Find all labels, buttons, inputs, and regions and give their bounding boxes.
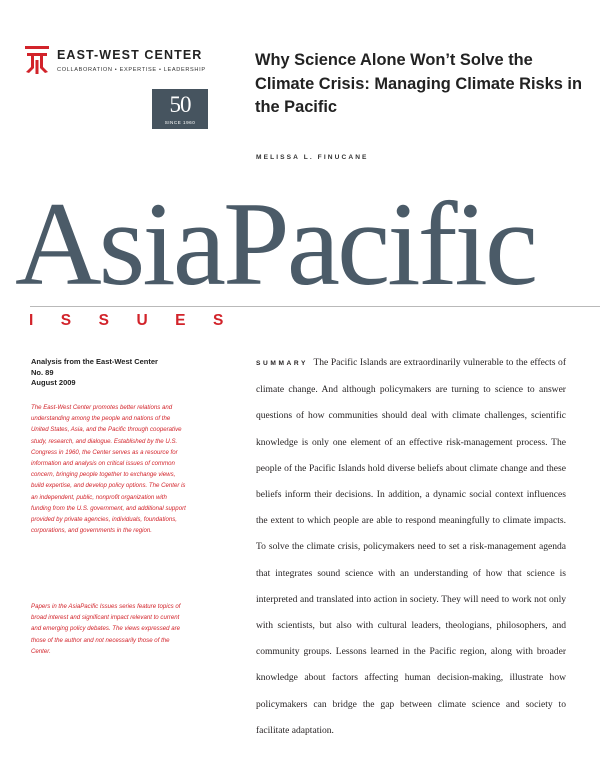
series-line: Analysis from the East-West Center	[31, 357, 158, 366]
series-subtitle: ISSUES	[29, 312, 251, 329]
issue-number: No. 89	[31, 367, 54, 377]
summary-paragraph	[256, 350, 566, 744]
paper-title: Why Science Alone Won’t Solve the Climate Crisis: Managing Climate Risks in the Pacific	[255, 51, 582, 116]
anniversary-badge	[152, 89, 208, 129]
org-tagline: COLLABORATION • EXPERTISE • LEADERSHIP	[57, 67, 206, 73]
anniversary-number: 50	[169, 92, 191, 117]
anniversary-since: SINCE 1960	[164, 120, 196, 125]
series-disclaimer: Papers in the AsiaPacific Issues series feature topics of broad interest and significant impact relevant to current and emerging policy debates. The views expressed are those of the author and not necessarily those of the Center.	[31, 603, 181, 655]
east-west-center-logo-icon	[24, 45, 50, 75]
summary-text: The Pacific Islands are extraordinarily vulnerable to the effects of climate change. And although policymakers are turning to science to answer questions of how communities should deal with climate challenges, scientific knowledge is only one element of an effective risk-management process. The people of the Pacific Islands hold diverse beliefs about climate change and these beliefs inform their decisions. In addition, a dynamic social context influences the extent to which people are able to respond meaningfully to climate impacts. To solve the climate crisis, policymakers need to set a risk-management agenda that integrates sound science with an understanding of how that science is interpreted and translated into action in society. They will need to work not only with scientists, but also with cultural leaders, theologians, philosophers, and community groups. Lessons learned in the Pacific region, along with broader knowledge about factors affecting human decision-making, illustrate how policymakers can bridge the gap between climate science and society to facilitate adaptation.	[256, 357, 566, 736]
author-name: MELISSA L. FINUCANE	[256, 154, 369, 161]
center-description: The East-West Center promotes better relations and understanding among the people and nations of the United States, Asia, and the Pacific through cooperative study, research, and dialogue. Established by the U.S. Congress in 1960, the Center serves as a resource for information and analysis on critical issues of common concern, bringing people together to exchange views, build expertise, and develop policy options. The Center is an independent, public, nonprofit organization with funding from the U.S. government, and additional support provided by private agencies, individuals, foundations, corporations, and governments in the region.	[31, 404, 186, 535]
summary-label: SUMMARY	[256, 360, 309, 367]
issue-date: August 2009	[31, 378, 76, 387]
series-masthead: AsiaPacific	[15, 184, 536, 304]
masthead-divider	[30, 306, 600, 307]
org-name: EAST-WEST CENTER	[57, 48, 203, 62]
issue-meta	[31, 357, 241, 389]
